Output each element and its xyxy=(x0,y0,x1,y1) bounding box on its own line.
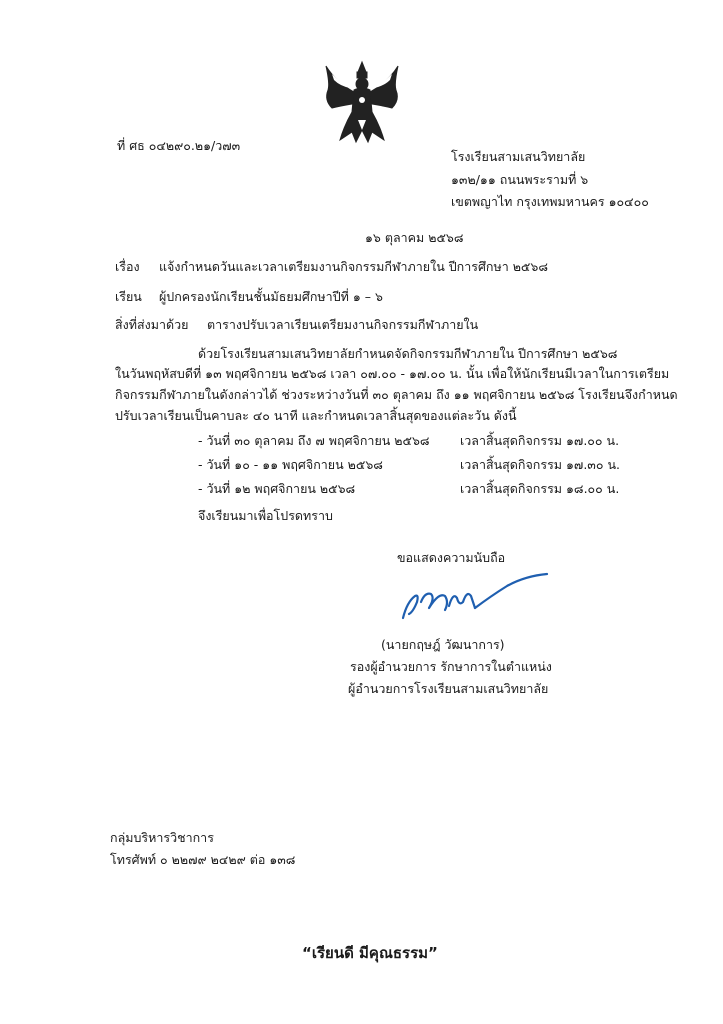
schedule-dates: - วันที่ ๑๒ พฤศจิกายน ๒๕๖๘ xyxy=(198,481,356,496)
signatory-position-1: รองผู้อำนวยการ รักษาการในตำแหน่ง xyxy=(350,659,552,674)
letter-date: ๑๖ ตุลาคม ๒๕๖๘ xyxy=(365,230,464,245)
subject-line xyxy=(115,257,548,277)
department: กลุ่มบริหารวิชาการ xyxy=(110,830,214,845)
signature-icon xyxy=(395,562,555,624)
attachment-label: สิ่งที่ส่งมาด้วย xyxy=(115,317,189,332)
signatory-position-2: ผู้อำนวยการโรงเรียนสามเสนวิทยาลัย xyxy=(348,681,549,696)
address-line-1: ๑๓๒/๑๑ ถนนพระรามที่ ๖ xyxy=(451,172,589,187)
schedule-end-time: เวลาสิ้นสุดกิจกรรม ๑๘.๐๐ น. xyxy=(460,481,620,496)
body-line-2: ในวันพฤหัสบดีที่ ๑๓ พฤศจิกายน ๒๕๖๘ เวลา ๐๗.๐๐ - ๑๗.๐๐ น. นั้น เพื่อให้นักเรียนมีเวลาในการเตรียม xyxy=(115,366,670,381)
schedule-end-time: เวลาสิ้นสุดกิจกรรม ๑๗.๐๐ น. xyxy=(460,433,620,448)
school-name: โรงเรียนสามเสนวิทยาลัย xyxy=(451,149,586,164)
closing-note: จึงเรียนมาเพื่อโปรดทราบ xyxy=(198,508,333,523)
attachment-text: ตารางปรับเวลาเรียนเตรียมงานกิจกรรมกีฬาภายใน xyxy=(206,317,479,332)
schedule-dates: - วันที่ ๑๐ - ๑๑ พฤศจิกายน ๒๕๖๘ xyxy=(198,457,383,472)
body-line-4: ปรับเวลาเรียนเป็นคาบละ ๔๐ นาที และกำหนดเวลาสิ้นสุดของแต่ละวัน ดังนี้ xyxy=(115,408,517,423)
sign-off-greeting: ขอแสดงความนับถือ xyxy=(397,550,506,565)
body-line-3: กิจกรรมกีฬาภายในดังกล่าวได้ ช่วงระหว่างวันที่ ๓๐ ตุลาคม ถึง ๑๑ พฤศจิกายน ๒๕๖๘ โรงเรียนจึงกำหนด xyxy=(115,387,678,402)
recipient-line xyxy=(115,287,383,307)
phone-number: โทรศัพท์ ๐ ๒๒๗๙ ๒๔๒๙ ต่อ ๑๓๘ xyxy=(110,852,296,867)
garuda-emblem-icon xyxy=(322,60,402,144)
subject-label: เรื่อง xyxy=(115,259,140,274)
signatory-name: (นายกฤษฎ์ วัฒนาการ) xyxy=(381,637,505,652)
schedule-dates: - วันที่ ๓๐ ตุลาคม ถึง ๗ พฤศจิกายน ๒๕๖๘ xyxy=(198,433,430,448)
reference-number: ที่ ศธ ๐๔๒๙๐.๒๑/ว๗๓ xyxy=(117,138,241,153)
body-line-1: ด้วยโรงเรียนสามเสนวิทยาลัยกำหนดจัดกิจกรรมกีฬาภายใน ปีการศึกษา ๒๕๖๘ xyxy=(198,346,618,361)
recipient-text: ผู้ปกครองนักเรียนชั้นมัธยมศึกษาปีที่ ๑ – ๖ xyxy=(158,289,383,304)
attachment-line xyxy=(115,315,478,335)
schedule-end-time: เวลาสิ้นสุดกิจกรรม ๑๗.๓๐ น. xyxy=(460,457,620,472)
subject-text: แจ้งกำหนดวันและเวลาเตรียมงานกิจกรรมกีฬาภายใน ปีการศึกษา ๒๕๖๘ xyxy=(158,259,548,274)
recipient-label: เรียน xyxy=(115,289,142,304)
school-motto: “เรียนดี มีคุณธรรม” xyxy=(302,944,438,962)
address-line-2: เขตพญาไท กรุงเทพมหานคร ๑๐๔๐๐ xyxy=(451,194,649,209)
